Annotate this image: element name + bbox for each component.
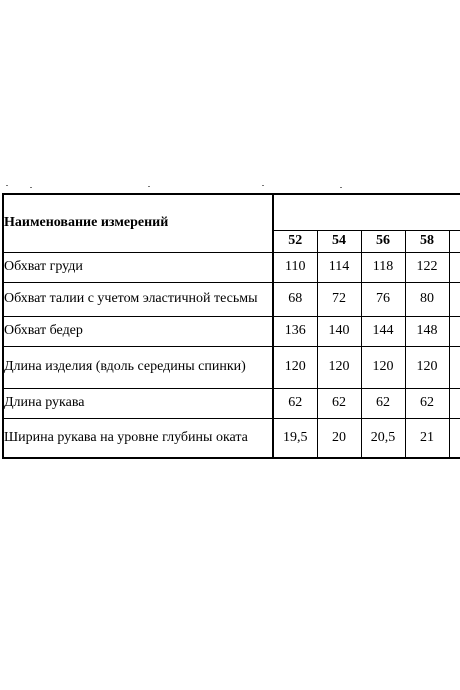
measurement-value: 148 (405, 316, 449, 346)
sizes-header-blank (273, 194, 460, 230)
measurement-value: 20 (317, 418, 361, 458)
measurement-value: 80 (405, 282, 449, 316)
scan-speck (340, 187, 342, 188)
measurement-value: 21 (405, 418, 449, 458)
measurement-value: 120 (273, 346, 317, 388)
measurement-value: 120 (317, 346, 361, 388)
measurement-value: 144 (361, 316, 405, 346)
measurement-value: 19,5 (273, 418, 317, 458)
measurement-value: 76 (361, 282, 405, 316)
measurement-value: 122 (405, 252, 449, 282)
table-row (3, 252, 460, 282)
scan-speck (6, 185, 8, 186)
scan-speck (30, 187, 32, 188)
measurement-value: 136 (273, 316, 317, 346)
measurement-value (449, 388, 460, 418)
measurement-value (449, 418, 460, 458)
measurement-label: Ширина рукава на уровне глубины оката (3, 418, 273, 458)
measurement-value: 62 (361, 388, 405, 418)
measurement-value: 120 (361, 346, 405, 388)
table-header-row (3, 194, 460, 230)
measurement-value: 62 (405, 388, 449, 418)
table-row (3, 346, 460, 388)
measurements-table-wrapper (2, 193, 460, 465)
measurement-label: Обхват талии с учетом эластичной тесьмы (3, 282, 273, 316)
measurement-value: 62 (273, 388, 317, 418)
table-row (3, 282, 460, 316)
scan-speck (262, 185, 264, 186)
measurement-label: Длина изделия (вдоль середины спинки) (3, 346, 273, 388)
measurement-value (449, 316, 460, 346)
table-row (3, 388, 460, 418)
measurement-name-header: Наименование измерений (3, 194, 273, 252)
size-header: 56 (361, 230, 405, 252)
measurement-value: 140 (317, 316, 361, 346)
measurement-value (449, 252, 460, 282)
measurements-table (2, 193, 460, 459)
size-header: 52 (273, 230, 317, 252)
scan-speck (148, 186, 150, 187)
measurement-value (449, 282, 460, 316)
measurement-label: Обхват бедер (3, 316, 273, 346)
size-header (449, 230, 460, 252)
measurement-label: Обхват груди (3, 252, 273, 282)
measurement-value: 20,5 (361, 418, 405, 458)
measurement-label: Длина рукава (3, 388, 273, 418)
measurement-value: 68 (273, 282, 317, 316)
measurement-value: 62 (317, 388, 361, 418)
scan-artifacts (0, 183, 460, 193)
table-row (3, 418, 460, 458)
size-header: 54 (317, 230, 361, 252)
measurement-value (449, 346, 460, 388)
measurement-value: 72 (317, 282, 361, 316)
measurement-value: 118 (361, 252, 405, 282)
size-header: 58 (405, 230, 449, 252)
measurement-value: 120 (405, 346, 449, 388)
measurement-value: 114 (317, 252, 361, 282)
measurement-value: 110 (273, 252, 317, 282)
table-row (3, 316, 460, 346)
